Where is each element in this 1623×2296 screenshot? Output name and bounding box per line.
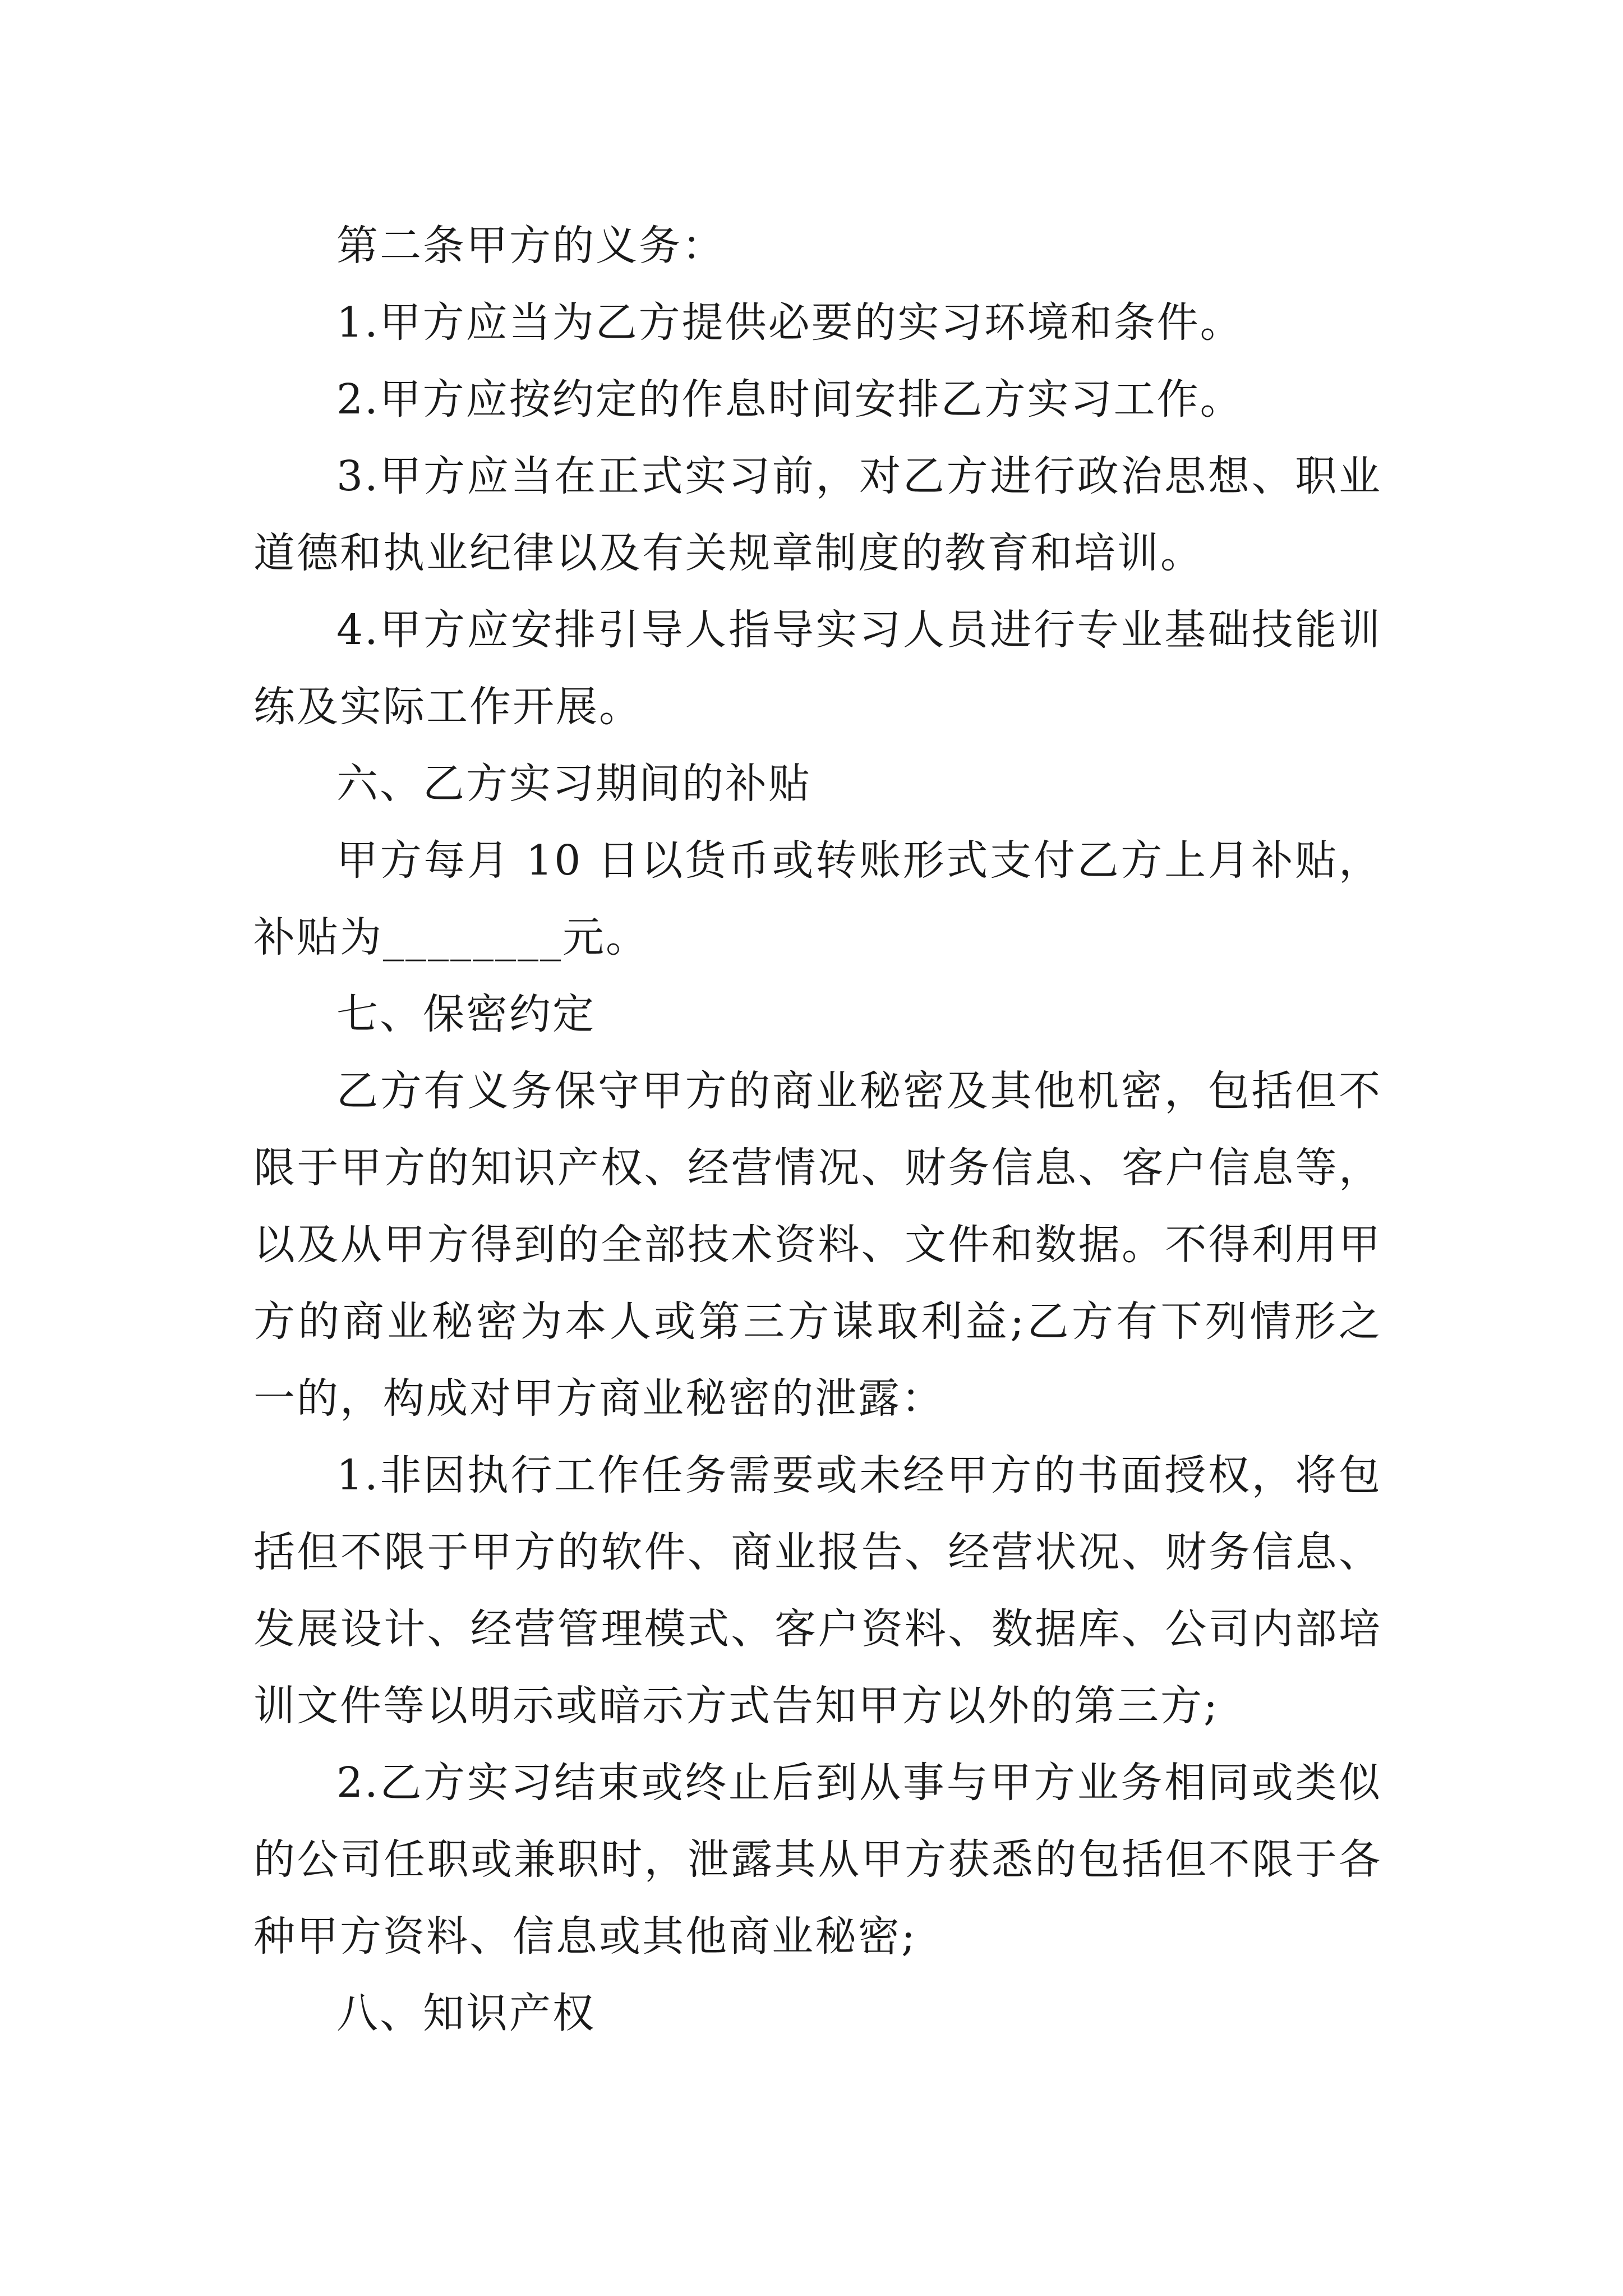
obligation-item-3: 3.甲方应当在正式实习前，对乙方进行政治思想、职业道德和执业纪律以及有关规章制度的教育和培训。 <box>253 452 1382 577</box>
obligation-item-1: 1.甲方应当为乙方提供必要的实习环境和条件。 <box>336 298 1243 347</box>
document-body <box>253 208 1382 2052</box>
section-heading-ip: 八、知识产权 <box>336 1989 596 2037</box>
confidentiality-item-1: 1.非因执行工作任务需要或未经甲方的书面授权，将包括但不限于甲方的软件、商业报告、经营状况、财务信息、发展设计、经营管理模式、客户资料、数据库、公司内部培训文件等以明示或暗示方式告知甲方以外的第三方; <box>253 1451 1382 1730</box>
section-heading-allowance: 六、乙方实习期间的补贴 <box>336 760 811 808</box>
obligation-item-2: 2.甲方应按约定的作息时间安排乙方实习工作。 <box>336 375 1243 424</box>
obligation-item-4: 4.甲方应安排引导人指导实习人员进行专业基础技能训练及实际工作开展。 <box>253 606 1382 731</box>
allowance-paragraph: 甲方每月 10 日以货币或转账形式支付乙方上月补贴，补贴为________元。 <box>253 836 1382 961</box>
section-heading-obligations: 第二条甲方的义务： <box>336 222 725 270</box>
confidentiality-item-2: 2.乙方实习结束或终止后到从事与甲方业务相同或类似的公司任职或兼职时，泄露其从甲方获悉的包括但不限于各种甲方资料、信息或其他商业秘密; <box>253 1759 1382 1961</box>
confidentiality-paragraph: 乙方有义务保守甲方的商业秘密及其他机密，包括但不限于甲方的知识产权、经营情况、财务信息、客户信息等，以及从甲方得到的全部技术资料、文件和数据。不得利用甲方的商业秘密为本人或第三方谋取利益;乙方有下列情形之一的，构成对甲方商业秘密的泄露： <box>253 1067 1382 1423</box>
section-heading-confidentiality: 七、保密约定 <box>336 990 596 1038</box>
